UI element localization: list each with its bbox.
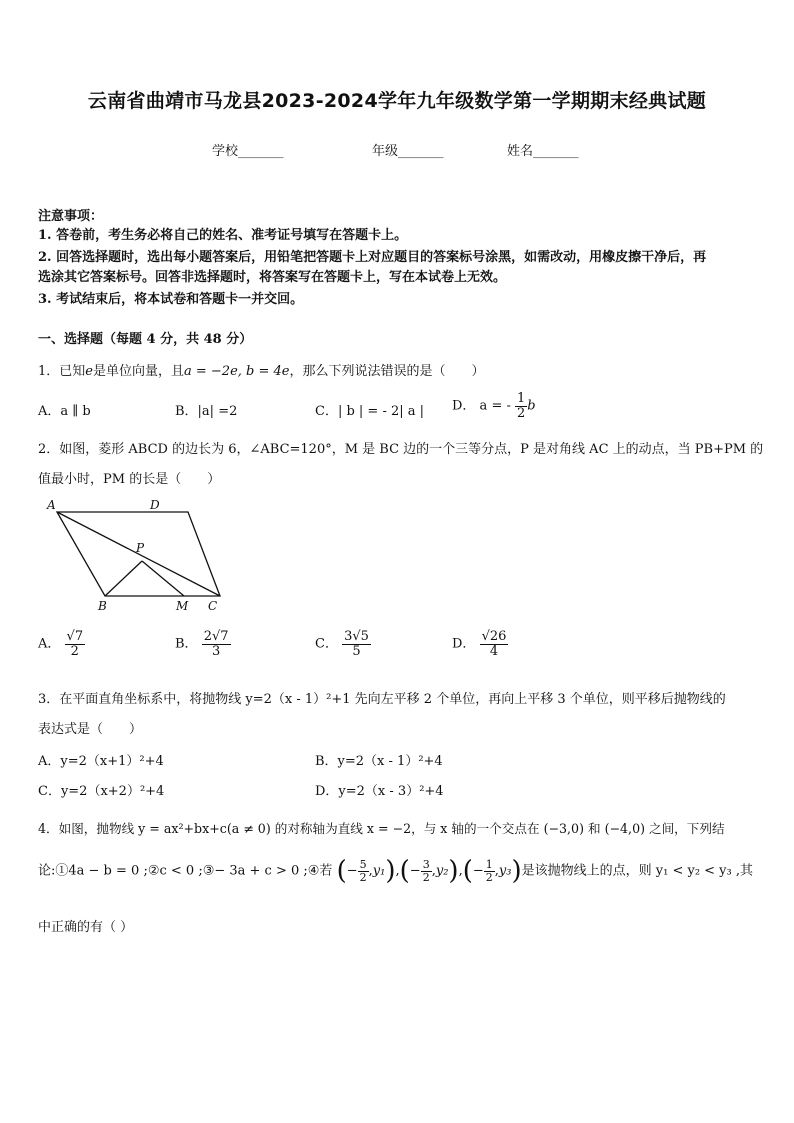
- q3-option-a: A．y=2（x+1）²+4: [38, 754, 164, 769]
- q1-option-d-text: D． a = -: [452, 398, 511, 414]
- q1-text: ，那么下列说法错误的是（ ）: [289, 364, 485, 379]
- name-field: 姓名_______: [507, 144, 579, 159]
- q1-option-c: C．| b | = - 2| a |: [315, 404, 425, 419]
- label-a: A: [47, 498, 56, 512]
- fraction-num: 3√5: [344, 629, 369, 644]
- fraction-den: 2: [422, 870, 430, 884]
- notice-item: 2. 回答选择题时，选出每小题答案后，用铅笔把答题卡上对应题目的答案标号涂黑，如需改动，用橡皮擦干净后，再: [38, 250, 707, 265]
- question-3-line1: 3．在平面直角坐标系中，将抛物线 y=2（x - 1）²+1 先向左平移 2 个单位，再向上平移 3 个单位，则平移后抛物线的: [38, 692, 726, 707]
- label-c: C: [208, 599, 218, 613]
- fraction-den: 5: [352, 643, 361, 659]
- fraction: [484, 859, 495, 883]
- q4-text: 论:①4a − b = 0 ;②c < 0 ;③− 3a + c > 0 ;④若: [38, 863, 333, 879]
- fraction-num: √26: [481, 629, 507, 644]
- q1-equation: a = −2e, b = 4e: [184, 364, 290, 379]
- fraction-den: 2: [359, 870, 367, 884]
- q3-option-b: B．y=2（x - 1）²+4: [315, 754, 443, 769]
- y2: y₂: [435, 863, 449, 879]
- question-4-line2: 论:①4a − b = 0 ;②c < 0 ;③− 3a + c > 0 ;④若 (− $\frac{5}{2}$ ,y₁),(− $\frac{3}{2}$ ,y₂),(− $\frac{1}{2}$ ,y₃)是该抛物线上的点，则 y₁ < y₂ < y₃ ,其: [38, 856, 754, 886]
- fraction: [342, 630, 371, 658]
- fraction: [358, 859, 369, 883]
- fraction-num: 2√7: [203, 629, 229, 644]
- fraction: [202, 630, 231, 658]
- option-label: B．: [175, 636, 198, 652]
- y3: y₃: [498, 863, 512, 879]
- question-4-line3: 中正确的有（ ）: [38, 920, 134, 935]
- fraction-num: 3: [422, 857, 430, 871]
- notice-heading: 注意事项：: [38, 209, 104, 224]
- question-3-line2: 表达式是（ ）: [38, 722, 143, 737]
- fraction-num: √7: [66, 629, 84, 644]
- vector-e: e: [85, 364, 93, 379]
- option-label: A．: [38, 636, 61, 652]
- q1-text: 是单位向量，且: [92, 364, 184, 379]
- label-d: D: [150, 498, 160, 512]
- fraction-den: 3: [211, 643, 221, 659]
- segment-pb: [105, 561, 142, 596]
- question-2-line2: 值最小时，PM 的长是（ ）: [38, 472, 221, 487]
- q2-option-d: [452, 630, 508, 658]
- school-field: 学校_______: [212, 144, 284, 159]
- fraction: [480, 630, 509, 658]
- q1-option-d: [452, 392, 536, 420]
- fraction-den: 4: [489, 643, 499, 659]
- q1-text: 1．已知: [38, 364, 86, 379]
- fraction: [421, 859, 432, 883]
- label-m: M: [176, 599, 189, 613]
- notice-item: 选涂其它答案标号。回答非选择题时，将答案写在答题卡上，写在本试卷上无效。: [38, 270, 507, 285]
- q1-option-a: A．a ∥ b: [38, 404, 91, 419]
- q4-text: 是该抛物线上的点，则 y₁ < y₂ < y₃ ,其: [521, 863, 754, 879]
- rhombus-figure: [38, 494, 228, 616]
- fraction-num: 1: [485, 857, 493, 871]
- q2-option-b: [175, 630, 231, 658]
- question-4-line1: 4．如图，抛物线 y = ax²+bx+c(a ≠ 0) 的对称轴为直线 x = −2，与 x 轴的一个交点在 (−3,0) 和 (−4,0) 之间，下列结: [38, 821, 725, 836]
- option-label: C．: [315, 636, 338, 652]
- question-1: [38, 360, 485, 379]
- option-label: D．: [452, 636, 476, 652]
- section-heading: 一、选择题（每题 4 分，共 48 分）: [38, 332, 253, 347]
- fraction-den: 2: [70, 643, 79, 659]
- fraction: [515, 392, 527, 420]
- notice-item: 3. 考试结束后，将本试卷和答题卡一并交回。: [38, 292, 304, 307]
- fraction-den: 2: [517, 405, 526, 421]
- label-b: B: [98, 599, 107, 613]
- grade-field: 年级_______: [372, 144, 444, 159]
- q2-option-c: [315, 630, 371, 658]
- page-title: 云南省曲靖市马龙县2023-2024学年九年级数学第一学期期末经典试题: [87, 90, 707, 112]
- label-p: P: [136, 541, 145, 555]
- q2-option-a: [38, 630, 85, 658]
- question-2-line1: 2．如图，菱形 ABCD 的边长为 6，∠ABC=120°，M 是 BC 边的一个三等分点，P 是对角线 AC 上的动点，当 PB+PM 的: [38, 442, 764, 457]
- vector-b: b: [527, 398, 536, 414]
- q3-option-c: C．y=2（x+2）²+4: [38, 784, 165, 799]
- q3-option-d: D．y=2（x - 3）²+4: [315, 784, 444, 799]
- fraction-num: 5: [359, 857, 367, 871]
- q1-option-b: B．|a| =2: [175, 404, 238, 419]
- y1: y₁: [372, 863, 386, 879]
- fraction-num: 1: [517, 391, 526, 406]
- fraction: [65, 630, 86, 658]
- fraction-den: 2: [485, 870, 493, 884]
- notice-item: 1. 答卷前，考生务必将自己的姓名、准考证号填写在答题卡上。: [38, 228, 408, 243]
